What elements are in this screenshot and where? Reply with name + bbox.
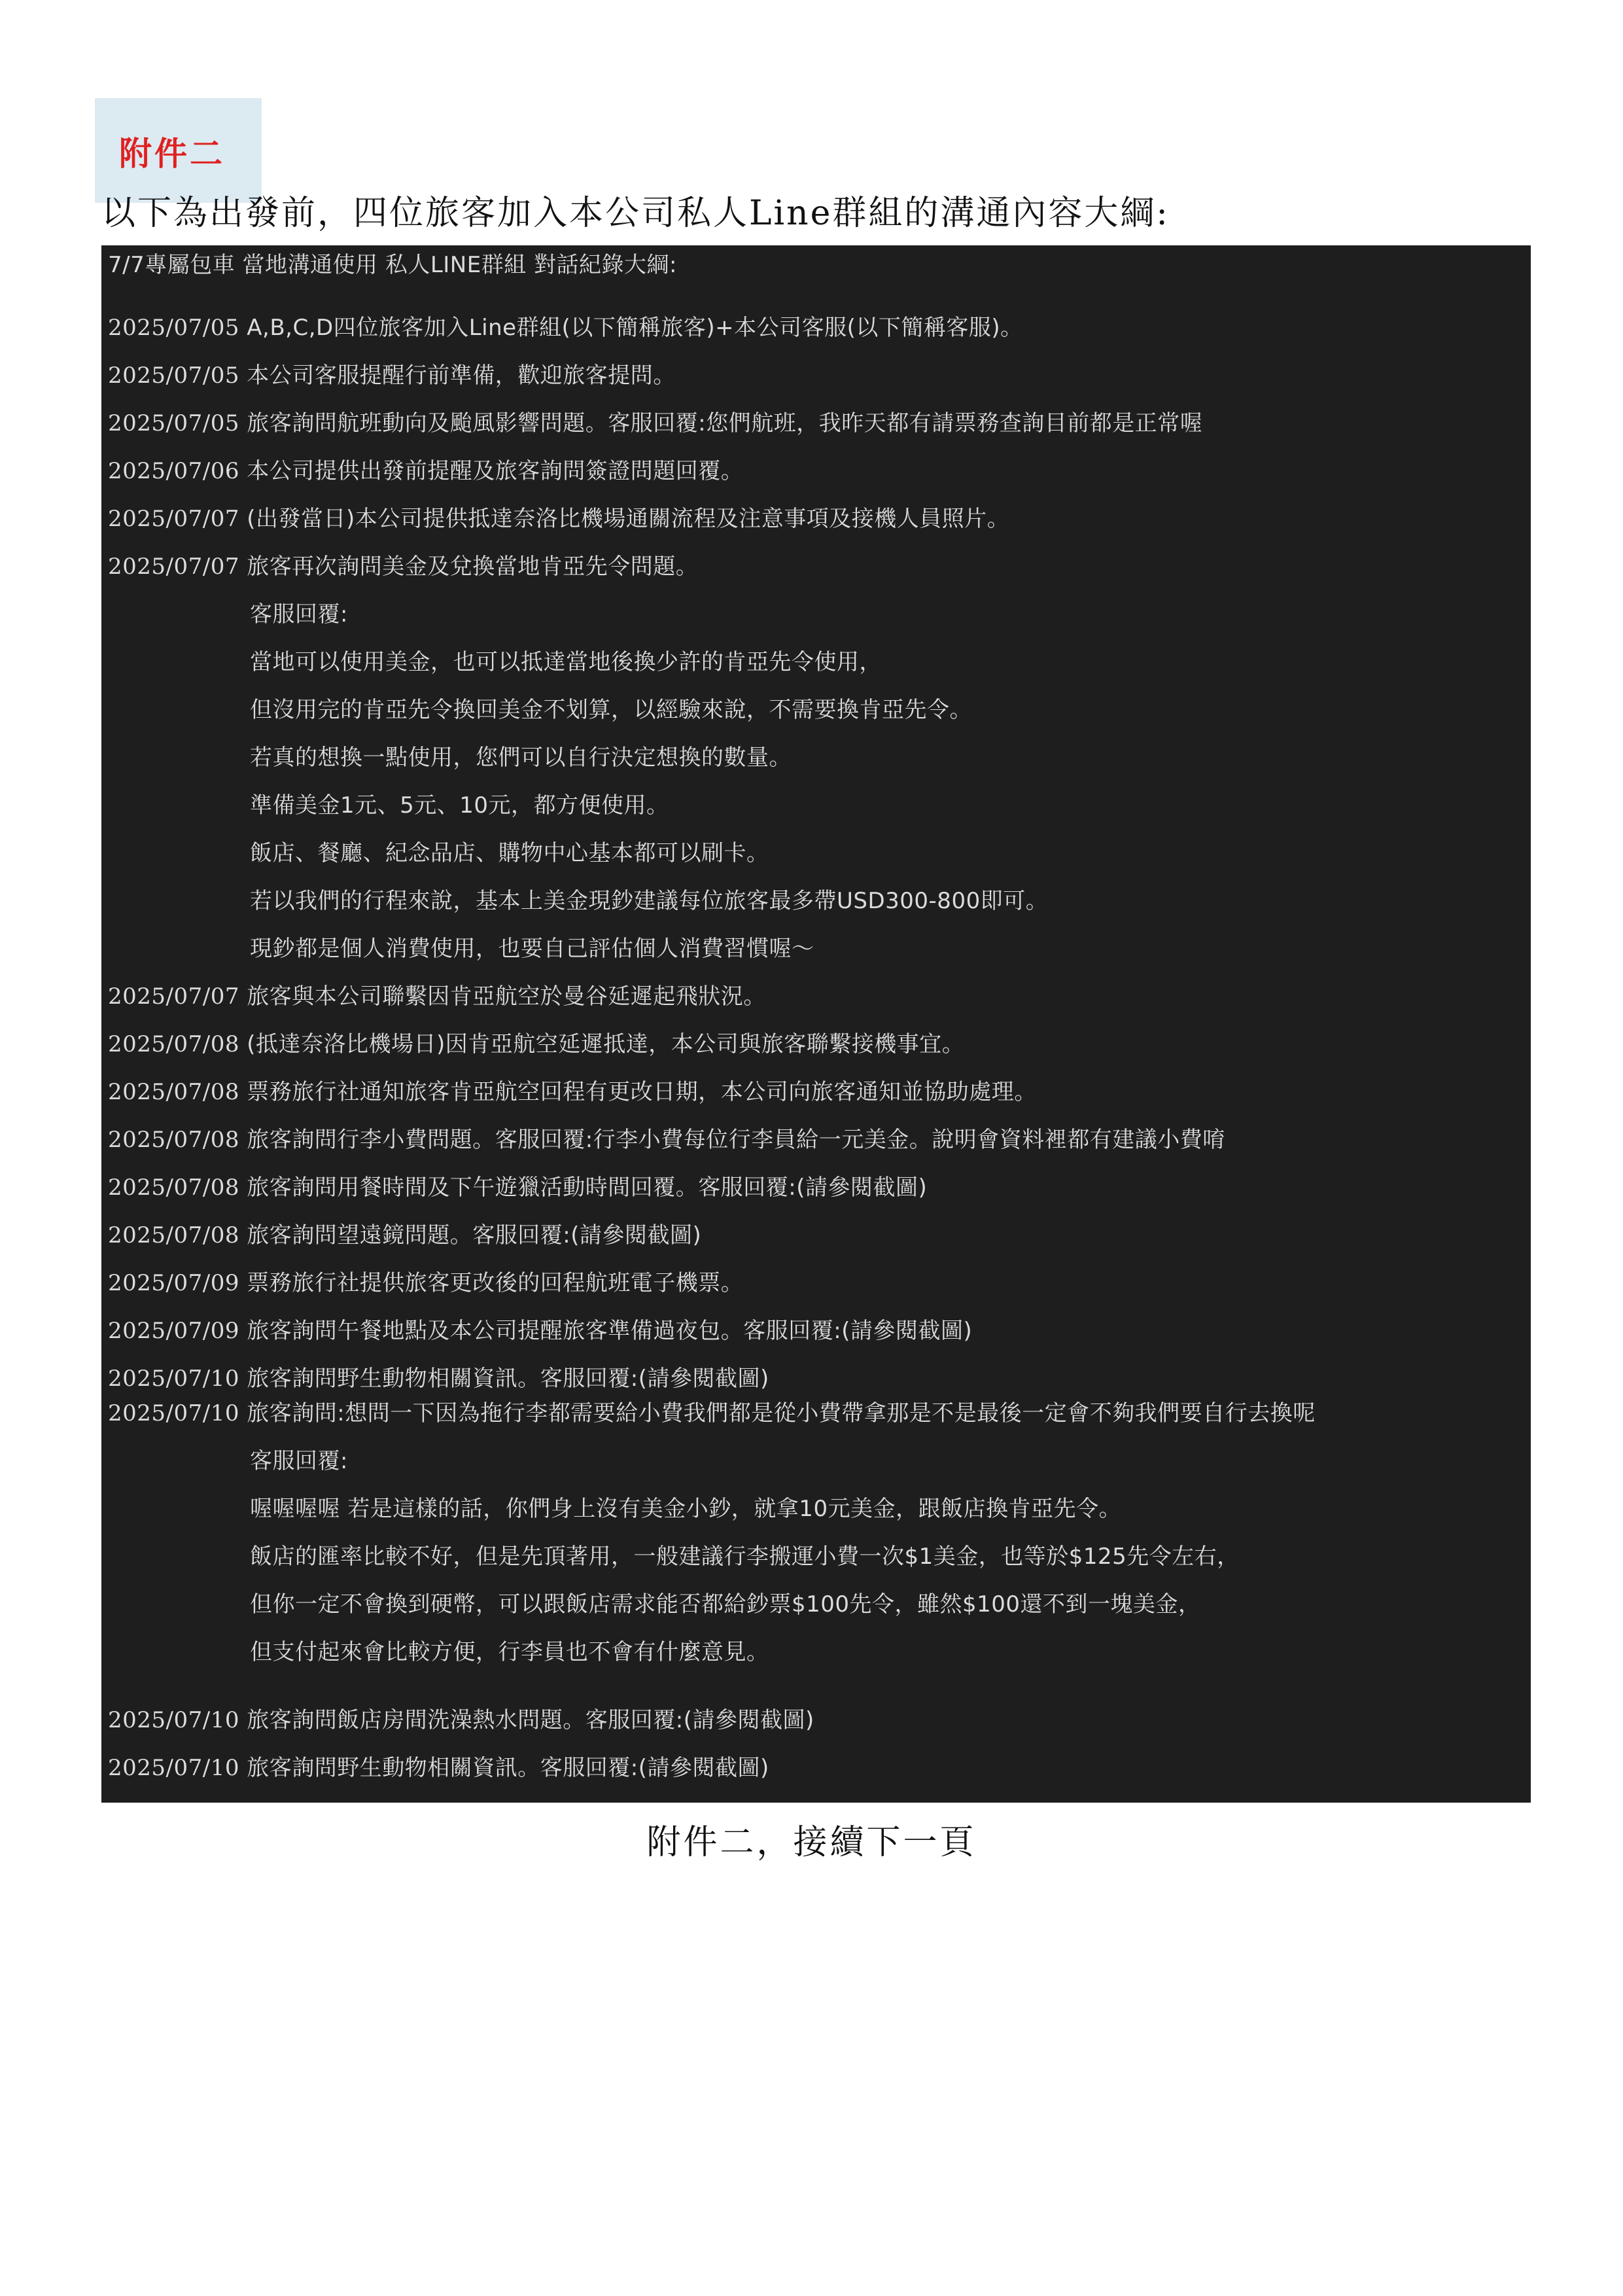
entry-text: 旅客詢問飯店房間洗澡熱水問題。客服回覆:(請參閱截圖) [247, 1707, 814, 1733]
entry-date: 2025/07/08 [108, 1079, 239, 1105]
entry-text: A,B,C,D四位旅客加入Line群組(以下簡稱旅客)+本公司客服(以下簡稱客服)。 [247, 315, 1023, 341]
intro-text: 以下為出發前，四位旅客加入本公司私人Line群組的溝通內容大綱: [101, 194, 1170, 233]
entry-text: 旅客詢問行李小費問題。客服回覆:行李小費每位行李員給一元美金。說明會資料裡都有建議小費唷 [247, 1127, 1225, 1153]
reply-line: 若以我們的行程來說，基本上美金現鈔建議每位旅客最多帶USD300-800即可。 [250, 888, 1049, 914]
log-entry [108, 504, 1009, 533]
log-entry [108, 1173, 927, 1202]
reply-line: 飯店、餐廳、紀念品店、購物中心基本都可以刷卡。 [250, 840, 769, 866]
reply-line: 但支付起來會比較方便，行李員也不會有什麼意見。 [250, 1639, 769, 1665]
log-entry [108, 1078, 1037, 1106]
entry-text: 票務旅行社提供旅客更改後的回程航班電子機票。 [247, 1270, 744, 1296]
entry-date: 2025/07/07 [108, 983, 239, 1010]
reply-line: 但你一定不會換到硬幣，可以跟飯店需求能否都給鈔票$100先令，雖然$100還不到一塊美金， [250, 1591, 1201, 1617]
log-entry [108, 457, 743, 486]
entry-date: 2025/07/10 [108, 1755, 239, 1781]
reply-line: 客服回覆: [250, 1448, 348, 1474]
entry-text: 旅客詢問:想問一下因為拖行李都需要給小費我們都是從小費帶拿那是不是最後一定會不夠我們要自行去換呢 [247, 1400, 1316, 1426]
entry-date: 2025/07/09 [108, 1270, 239, 1296]
entry-text: 旅客再次詢問美金及兌換當地肯亞先令問題。 [247, 554, 699, 580]
panel-header: 7/7專屬包車 當地溝通使用 私人LINE群組 對話紀錄大綱: [108, 252, 677, 278]
reply-line: 現鈔都是個人消費使用，也要自己評估個人消費習慣喔～ [250, 936, 814, 962]
reply-line: 客服回覆: [250, 601, 348, 627]
entry-text: 旅客詢問野生動物相關資訊。客服回覆:(請參閱截圖) [247, 1366, 769, 1392]
entry-text: 旅客詢問航班動向及颱風影響問題。客服回覆:您們航班，我昨天都有請票務查詢目前都是正常喔 [247, 410, 1203, 436]
entry-date: 2025/07/08 [108, 1222, 239, 1248]
log-entry [108, 313, 1023, 342]
entry-text: 旅客與本公司聯繫因肯亞航空於曼谷延遲起飛狀況。 [247, 983, 766, 1010]
entry-date: 2025/07/08 [108, 1031, 239, 1057]
reply-line: 但沒用完的肯亞先令換回美金不划算，以經驗來說，不需要換肯亞先令。 [250, 697, 972, 723]
log-entry [108, 1399, 1316, 1428]
log-entry [108, 361, 676, 390]
log-entry [108, 1316, 972, 1345]
entry-date: 2025/07/06 [108, 458, 239, 484]
log-entry [108, 1754, 769, 1782]
log-entry [108, 1030, 964, 1059]
entry-date: 2025/07/05 [108, 410, 239, 436]
entry-text: 本公司提供出發前提醒及旅客詢問簽證問題回覆。 [247, 458, 744, 484]
reply-line: 若真的想換一點使用，您們可以自行決定想換的數量。 [250, 745, 792, 771]
entry-date: 2025/07/05 [108, 362, 239, 389]
entry-text: 本公司客服提醒行前準備，歡迎旅客提問。 [247, 362, 676, 389]
log-entry [108, 1221, 701, 1250]
reply-line: 當地可以使用美金，也可以抵達當地後換少許的肯亞先令使用， [250, 649, 882, 675]
entry-date: 2025/07/07 [108, 506, 239, 532]
entry-date: 2025/07/08 [108, 1127, 239, 1153]
entry-date: 2025/07/07 [108, 554, 239, 580]
log-entry [108, 1269, 743, 1298]
log-entry [108, 552, 698, 581]
continuation-note: 附件二，接續下一頁 [646, 1823, 977, 1862]
entry-text: (出發當日)本公司提供抵達奈洛比機場通關流程及注意事項及接機人員照片。 [247, 506, 1010, 532]
chat-summary-panel [101, 245, 1531, 1803]
entry-text: 票務旅行社通知旅客肯亞航空回程有更改日期，本公司向旅客通知並協助處理。 [247, 1079, 1037, 1105]
log-entry [108, 1364, 769, 1393]
log-entry [108, 1706, 814, 1735]
log-entry [108, 982, 766, 1011]
log-entry [108, 1125, 1225, 1154]
entry-text: (抵達奈洛比機場日)因肯亞航空延遲抵達，本公司與旅客聯繫接機事宜。 [247, 1031, 965, 1057]
attachment-tag: 附件二 [119, 135, 225, 173]
entry-text: 旅客詢問午餐地點及本公司提醒旅客準備過夜包。客服回覆:(請參閱截圖) [247, 1318, 973, 1344]
entry-date: 2025/07/10 [108, 1366, 239, 1392]
entry-date: 2025/07/10 [108, 1707, 239, 1733]
entry-text: 旅客詢問野生動物相關資訊。客服回覆:(請參閱截圖) [247, 1755, 769, 1781]
entry-text: 旅客詢問望遠鏡問題。客服回覆:(請參閱截圖) [247, 1222, 702, 1248]
reply-line: 喔喔喔喔 若是這樣的話，你們身上沒有美金小鈔，就拿10元美金，跟飯店換肯亞先令。 [250, 1496, 1122, 1522]
entry-date: 2025/07/08 [108, 1174, 239, 1201]
reply-line: 飯店的匯率比較不好，但是先頂著用，一般建議行李搬運小費一次$1美金，也等於$125先令左右， [250, 1544, 1240, 1570]
entry-date: 2025/07/09 [108, 1318, 239, 1344]
reply-line: 準備美金1元、5元、10元，都方便使用。 [250, 792, 669, 819]
entry-text: 旅客詢問用餐時間及下午遊獵活動時間回覆。客服回覆:(請參閱截圖) [247, 1174, 928, 1201]
log-entry [108, 409, 1202, 438]
entry-date: 2025/07/10 [108, 1400, 239, 1426]
entry-date: 2025/07/05 [108, 315, 239, 341]
